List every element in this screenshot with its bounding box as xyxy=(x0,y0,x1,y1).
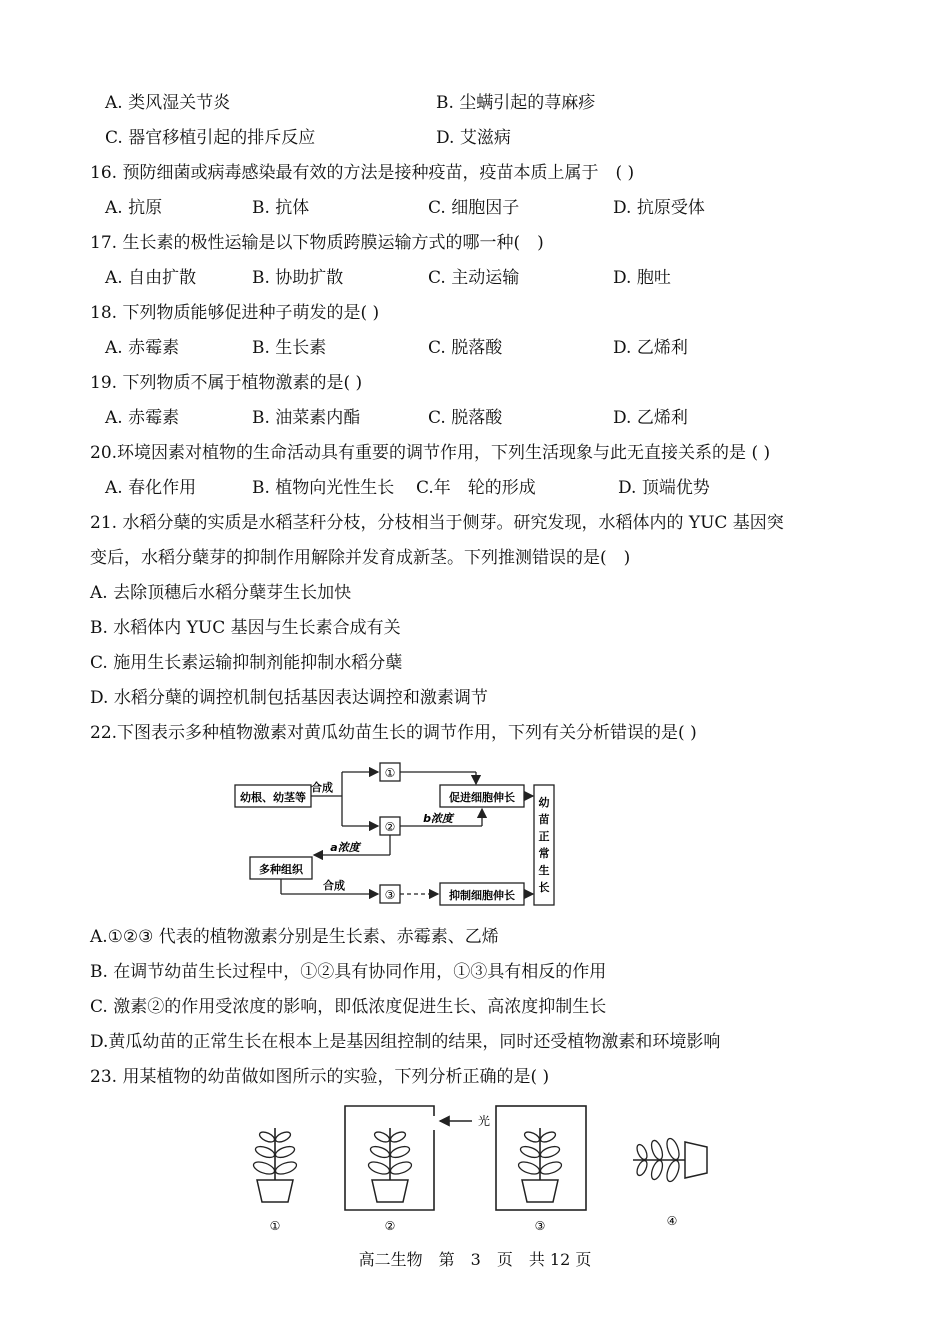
hormone-3-label: ③ xyxy=(384,888,396,902)
normal-growth-char: 幼 xyxy=(538,796,550,809)
promote-label: 促进细胞伸长 xyxy=(449,791,515,804)
q16-option-d: D. 抗原受体 xyxy=(613,198,705,218)
synth-label-1: 合成 xyxy=(311,781,333,794)
q21-stem-line1: 21. 水稻分蘖的实质是水稻茎秆分枝，分枝相当于侧芽。研究发现，水稻体内的 YUC 基因突 xyxy=(90,513,784,533)
normal-growth-char: 苗 xyxy=(538,813,550,826)
q16-option-b: B. 抗体 xyxy=(252,198,310,218)
q19-option-c: C. 脱落酸 xyxy=(428,408,503,428)
q19-stem: 19. 下列物质不属于植物激素的是( ) xyxy=(90,373,363,393)
normal-growth-char: 正 xyxy=(538,830,550,843)
q18-option-a: A. 赤霉素 xyxy=(105,338,180,358)
hormone-regulation-svg xyxy=(230,760,570,920)
seedling-4-label: ④ xyxy=(666,1214,678,1228)
source-label: 幼根、幼茎等 xyxy=(240,791,306,804)
tissues-label: 多种组织 xyxy=(259,863,303,876)
q19-option-b: B. 油菜素内酯 xyxy=(252,408,361,428)
q21-option-b: B. 水稻体内 YUC 基因与生长素合成有关 xyxy=(90,618,401,638)
seedling-3 xyxy=(496,1106,586,1210)
q21-option-d: D. 水稻分蘖的调控机制包括基因表达调控和激素调节 xyxy=(90,688,488,708)
q18-option-b: B. 生长素 xyxy=(252,338,327,358)
q20-stem: 20.环境因素对植物的生命活动具有重要的调节作用，下列生活现象与此无直接关系的是 ( ) xyxy=(90,443,771,463)
q22-stem: 22.下图表示多种植物激素对黄瓜幼苗生长的调节作用，下列有关分析错误的是( ) xyxy=(90,723,697,743)
q22-option-d: D.黄瓜幼苗的正常生长在根本上是基因组控制的结果，同时还受植物激素和环境影响 xyxy=(90,1032,721,1052)
q23-stem: 23. 用某植物的幼苗做如图所示的实验，下列分析正确的是( ) xyxy=(90,1067,550,1087)
q19-option-a: A. 赤霉素 xyxy=(105,408,180,428)
q17-stem: 17. 生长素的极性运输是以下物质跨膜运输方式的哪一种( ) xyxy=(90,233,544,253)
q20-option-d: D. 顶端优势 xyxy=(618,478,710,498)
q16-option-c: C. 细胞因子 xyxy=(428,198,520,218)
q21-option-a: A. 去除顶穗后水稻分蘖芽生长加快 xyxy=(90,583,352,603)
seedling-4 xyxy=(633,1137,707,1183)
seedling-experiment-figure xyxy=(240,1100,710,1240)
hormone-regulation-diagram xyxy=(230,760,570,925)
q18-stem: 18. 下列物质能够促进种子萌发的是( ) xyxy=(90,303,380,323)
normal-growth-char: 常 xyxy=(538,847,550,860)
seedling-3-label: ③ xyxy=(534,1219,546,1233)
q15-option-b: B. 尘螨引起的荨麻疹 xyxy=(436,93,596,113)
seedling-1 xyxy=(252,1128,298,1202)
synth-label-2: 合成 xyxy=(323,879,345,892)
q17-option-a: A. 自由扩散 xyxy=(105,268,197,288)
q20-option-a: A. 春化作用 xyxy=(105,478,197,498)
page-footer: 高二生物 第 3 页 共 12 页 xyxy=(358,1250,592,1269)
q17-option-c: C. 主动运输 xyxy=(428,268,520,288)
q21-option-c: C. 施用生长素运输抑制剂能抑制水稻分蘖 xyxy=(90,653,403,673)
q22-option-c: C. 激素②的作用受浓度的影响，即低浓度促进生长、高浓度抑制生长 xyxy=(90,997,607,1017)
q20-option-b: B. 植物向光性生长 xyxy=(252,478,395,498)
q16-stem: 16. 预防细菌或病毒感染最有效的方法是接种疫苗，疫苗本质上属于 ( ) xyxy=(90,163,635,183)
hormone-1-label: ① xyxy=(384,766,396,780)
inhibit-label: 抑制细胞伸长 xyxy=(449,889,515,902)
seedling-2-label: ② xyxy=(384,1219,396,1233)
q21-stem-line2: 变后，水稻分蘖芽的抑制作用解除并发育成新茎。下列推测错误的是( ) xyxy=(90,548,631,568)
q17-option-b: B. 协助扩散 xyxy=(252,268,344,288)
q15-option-c: C. 器官移植引起的排斥反应 xyxy=(105,128,316,148)
b-conc-label: b浓度 xyxy=(423,812,453,825)
q18-option-d: D. 乙烯利 xyxy=(613,338,688,358)
light-label: 光 xyxy=(478,1114,491,1128)
a-conc-label: a浓度 xyxy=(330,841,360,854)
q19-option-d: D. 乙烯利 xyxy=(613,408,688,428)
seedling-experiment-svg xyxy=(240,1100,710,1235)
q15-option-a: A. 类风湿关节炎 xyxy=(105,93,231,113)
normal-growth-char: 生 xyxy=(538,864,550,877)
q17-option-d: D. 胞吐 xyxy=(613,268,671,288)
q22-option-b: B. 在调节幼苗生长过程中，①②具有协同作用，①③具有相反的作用 xyxy=(90,962,607,982)
q18-option-c: C. 脱落酸 xyxy=(428,338,503,358)
hormone-2-label: ② xyxy=(384,820,396,834)
q15-option-d: D. 艾滋病 xyxy=(436,128,511,148)
seedling-1-label: ① xyxy=(269,1219,281,1233)
q20-option-c: C.年 轮的形成 xyxy=(416,478,536,498)
normal-growth-char: 长 xyxy=(538,881,550,894)
q22-option-a: A.①②③ 代表的植物激素分别是生长素、赤霉素、乙烯 xyxy=(90,927,499,947)
seedling-2 xyxy=(345,1106,490,1210)
q16-option-a: A. 抗原 xyxy=(105,198,163,218)
